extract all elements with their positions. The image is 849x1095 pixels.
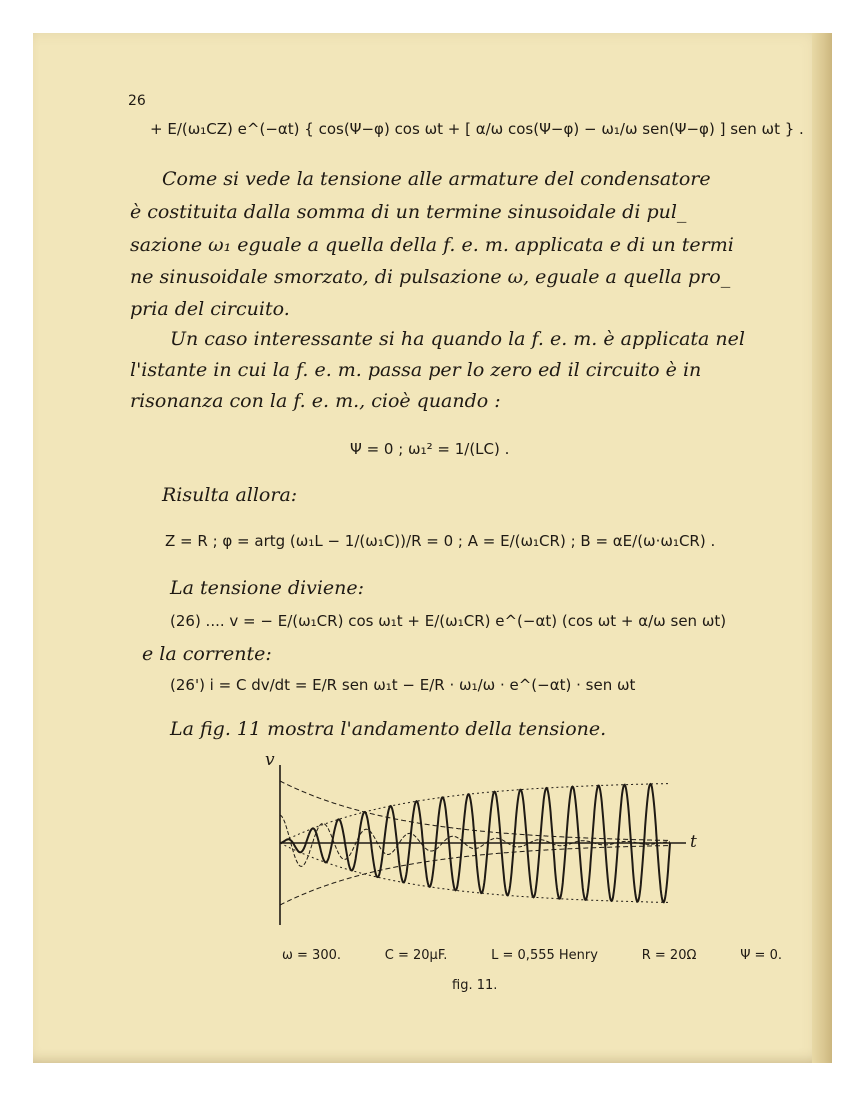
risulta-label: Risulta allora: [162,484,298,506]
param-inductance: L = 0,555 Henry [491,948,598,963]
paragraph-2-line: Un caso interessante si ha quando la f. e. m. è applicata nel [170,328,745,350]
figure-y-label: v [265,750,275,770]
corrente-intro: e la corrente: [142,643,272,665]
damped-oscillation-figure [270,760,690,930]
figure-caption: fig. 11. [452,978,498,993]
tension-intro: La tensione diviene: [170,577,365,599]
param-psi: Ψ = 0. [740,948,782,963]
page-number: 26 [128,93,146,109]
paragraph-2-line: l'istante in cui la f. e. m. passa per lo zero ed il circuito è in [130,359,702,381]
param-capacitance: C = 20μF. [384,948,448,963]
paragraph-2-line: risonanza con la f. e. m., cioè quando : [130,390,501,412]
equation-values: Z = R ; φ = artg (ω₁L − 1/(ω₁C))/R = 0 ; A = E/(ω₁CR) ; B = αE/(ω·ω₁CR) . [165,532,716,550]
paragraph-1-line: pria del circuito. [130,298,290,320]
figure-x-label: t [690,832,697,852]
paragraph-1-line: è costituita dalla somma di un termine sinusoidale di pul_ [130,201,687,223]
equation-top: + E/(ω₁CZ) e^(−αt) { cos(Ψ−φ) cos ωt + [ α/ω cos(Ψ−φ) − ω₁/ω sen(Ψ−φ) ] sen ωt } . [150,120,804,138]
figure-intro: La fig. 11 mostra l'andamento della tensione. [170,718,607,740]
paragraph-1-line: sazione ω₁ eguale a quella della f. e. m. applicata e di un termi [130,234,734,256]
param-omega: ω = 300. [282,948,341,963]
param-resistance: R = 20Ω [641,948,697,963]
equation-26: (26) .... v = − E/(ω₁CR) cos ω₁t + E/(ω₁CR) e^(−αt) (cos ωt + α/ω sen ωt) [170,612,727,630]
figure-params [282,948,782,963]
paragraph-1-line: ne sinusoidale smorzato, di pulsazione ω, eguale a quella pro_ [130,266,731,288]
equation-condition: Ψ = 0 ; ω₁² = 1/(LC) . [350,440,510,458]
page-fold [812,33,832,1063]
paragraph-1-line: Come si vede la tensione alle armature del condensatore [162,168,711,190]
equation-26-prime: (26') i = C dv/dt = E/R sen ω₁t − E/R · ω₁/ω · e^(−αt) · sen ωt [170,676,636,694]
